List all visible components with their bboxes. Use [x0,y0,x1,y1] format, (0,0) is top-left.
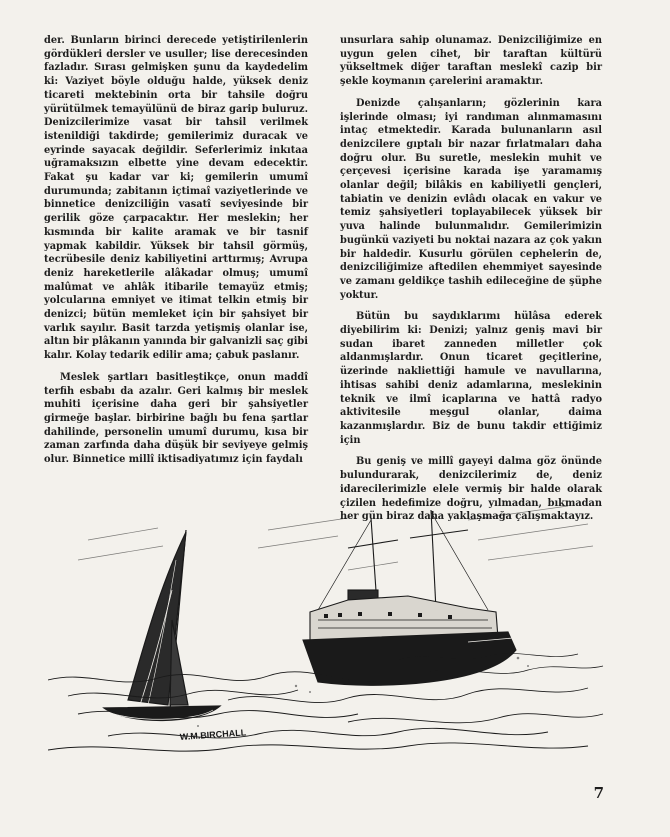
right-paragraph-3: Bütün bu saydıklarımı hülâsa ederek diyebilirim ki: Denizi; yalnız geniş mavi bir sudan ibaret zanneden milletler çok aldanmışlardır. Onun ticaret geçitlerine, üzerinde nakliettiği hamule ve navullarına, ihtisas sahibi deniz adamlarına, meslekinin teknik ve ilmî icaplarına ve hattâ radyo aktivitesile meşgul olanlar, daima kazanmışlardır. Biz de bunu takdir ettiğimiz için [340,311,602,446]
sailboat-drawing [104,530,220,721]
right-paragraph-2: Denizde çalışanların; gözlerinin kara işlerinde olması; iyi randıman alınmamasını intaç etmektedir. Karada bulunanların asıl denizcilere gıptalı bir nazar fırlatmaları daha doğru olur. Bu suretle, meslekin muhit ve çerçevesi içerisine karada işe yaramamış olanlar değil; bilâkis en kabiliyetli gençleri, tabiatin ve denizin evlâdı olacak en vakur ve temiz şahsiyetleri toplayabilecek yüksek bir yuva halinde bulunmalıdır. Gemilerimizin bugünkü vaziyeti bu noktai nazara az çok yakın bir haldedir. Kusurlu görülen cephelerin de, denizciliğimize aftedilen ehemmiyet sayesinde ve zamanı geldikçe tashih edileceğine de şüphe yoktur. [340,97,602,301]
page-number: 7 [593,784,604,802]
left-paragraph-1: der. Bunların birinci derecede yetiştirilenlerin gördükleri dersler ve usuller; lise derecesinden fazladır. Sırası gelmişken şunu da kaydedelim ki: Vaziyet böyle olduğu halde, yüksek deniz ticareti mektebinin orta bir tahsile doğru yürütülmek temayülünü de biraz garip buluruz. Denizcilerimize vasat bir tahsil verilmek istenildiği takdirde; gemilerimiz duracak ve eyrinde sayacak değildir. Seferlerimiz inkıtaa uğramaksızın elbette yine devam edecektir. Fakat şu kadar var ki; gemilerin umumî durumunda; zabitanın içtimaî vaziyetlerinde ve binnetice denizciliğin vasatî seviyesinde bir gerilik göze çarpacaktır. Her meslekin; her kısmında bir kalite aramak ve bir tasnif yapmak kabildir. Yüksek bir tahsil görmüş, tecrübesile deniz kabiliyetini arttırmış; Avrupa deniz hareketlerile alâkadar olmuş; umumî malûmat ve ahlâk itibarile temayüz etmiş; yolcularına emniyet ve itimat telkin etmiş bir denizci; bütün memleket için bir şahsiyet bir varlık sayılır. Basit tarzda yetişmiş olanlar ise, altın bir plâkanın yanında bir galvanizli saç gibi kalır. Kolay tedarik edilir ama; çabuk paslanır. [44,35,308,362]
right-text-column [340,34,602,532]
left-paragraph-2: Meslek şartları basitleştikçe, onun maddî terfih esbabı da azalır. Geri kalmış bir meslek muhiti içerisine daha geri bir şahsiyetler girmeğe başlar. birbirine bağlı bu fena şartlar dahilinde, personelin umumî durumu, kısa bir zaman zarfında daha düşük bir seviyeye gelmiş olur. Binnetice millî iktisadiyatımız için faydalı [44,371,308,466]
right-paragraph-4: Bu geniş ve millî gayeyi dalma göz önünde bulundurarak, denizcilerimiz de, deniz idarecilerimizle elele vermiş bir halde olarak çizilen hedefimize doğru, yılmadan, bıkmadan her gün biraz daha yaklaşmağa çalışmaktayız. [340,456,602,523]
left-text-column [44,34,308,475]
artist-signature: W.M.BIRCHALL [179,727,247,742]
sky-hatching [78,506,593,570]
ship-illustration [48,500,608,765]
right-paragraph-1: unsurlara sahip olunamaz. Denizciliğimize en uygun gelen cihet, bir taraftan kültürü yükseltmek diğer taraftan meslekî cazip bir şekle koymanın çarelerini aramaktır. [340,35,602,88]
